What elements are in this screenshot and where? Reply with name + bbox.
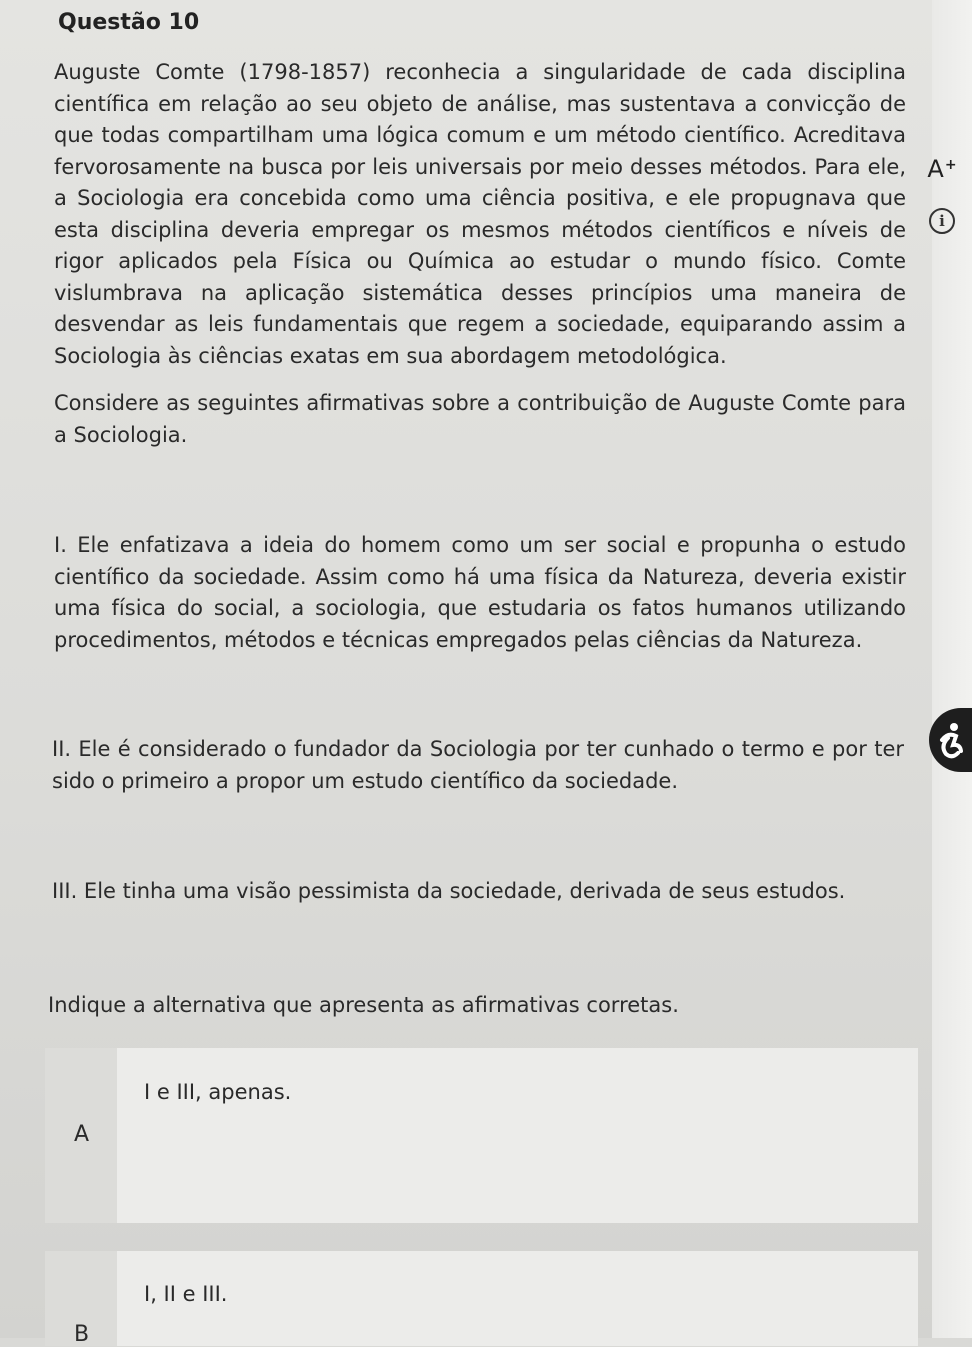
font-increase-icon: A xyxy=(927,155,944,183)
option-a-text: I e III, apenas. xyxy=(144,1080,292,1104)
question-intro-text: Auguste Comte (1798-1857) reconhecia a singularidade de cada disciplina científica em relação ao seu objeto de análise, mas sustentava a convicção de que todas compartilham uma lógica comum e um método científico. Acreditava fervorosamente na busca por leis universais por meio desses métodos. Para ele, a Sociologia era concebida como uma ciência positiva, e ele propugnava que esta disciplina deveria empregar os mesmos métodos científicos e níveis de rigor aplicados pela Física ou Química ao estudar o mundo físico. Comte vislumbrava na aplicação sistemática desses princípios uma maneira de desvendar as leis fundamentais que regem a sociedade, equiparando assim a Sociologia às ciências exatas em sua abordagem metodológica. xyxy=(54,60,906,368)
question-consider-text: Considere as seguintes afirmativas sobre a contribuição de Auguste Comte para a Sociologia. xyxy=(54,391,906,447)
info-button[interactable] xyxy=(929,208,955,234)
font-increase-button[interactable] xyxy=(922,152,962,186)
font-increase-plus: + xyxy=(944,157,957,173)
option-a-body xyxy=(117,1048,918,1223)
option-b-text: I, II e III. xyxy=(144,1282,228,1306)
info-icon: i xyxy=(939,212,945,230)
option-b-body xyxy=(117,1251,918,1346)
option-b-letter: B xyxy=(74,1322,90,1347)
statement-ii: II. Ele é considerado o fundador da Sociologia por ter cunhado o termo e por ter sido o primeiro a propor um estudo científico da sociedade. xyxy=(52,737,904,793)
question-title: Questão 10 xyxy=(58,10,200,35)
statement-i: I. Ele enfatizava a ideia do homem como um ser social e propunha o estudo científico da sociedade. Assim como há uma física da Natureza, deveria existir uma física do social, a sociologia, que estudaria os fatos humanos utilizando procedimentos, métodos e técnicas empregados pelas ciências da Natureza. xyxy=(54,533,906,652)
option-a-letter: A xyxy=(74,1122,90,1147)
right-tool-rail xyxy=(932,0,972,1338)
question-instruction: Indique a alternativa que apresenta as afirmativas corretas. xyxy=(48,993,679,1017)
accessibility-icon xyxy=(934,720,968,760)
option-a[interactable] xyxy=(45,1048,918,1223)
statement-iii: III. Ele tinha uma visão pessimista da sociedade, derivada de seus estudos. xyxy=(52,879,846,903)
